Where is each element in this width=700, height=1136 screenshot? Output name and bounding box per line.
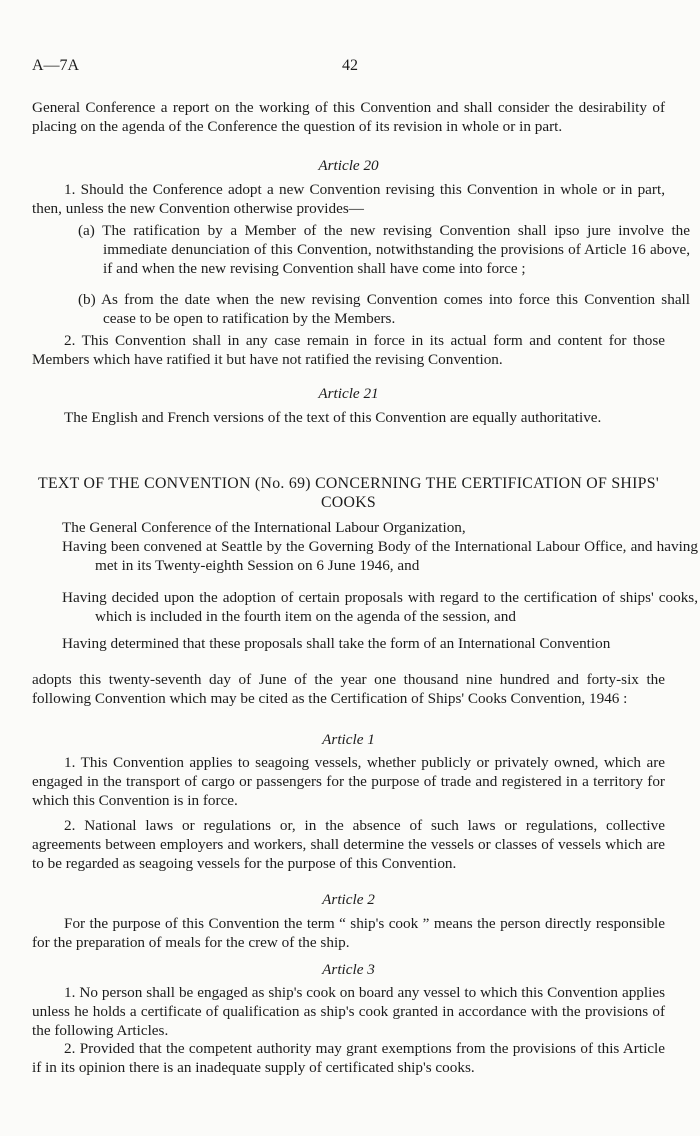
preamble-clause-1: Having been convened at Seattle by the Governing Body of the International Labour Office, and having met in its Twenty-eighth Session on 6 June 1946, and	[62, 538, 698, 575]
article-20-paragraph-2: 2. This Convention shall in any case remain in force in its actual form and content for those Members which have ratified it but have not ratified the revising Convention.	[32, 332, 665, 369]
article-2-paragraph-1: For the purpose of this Convention the term “ ship's cook ” means the person directly responsible for the preparation of meals for the crew of the ship.	[32, 915, 665, 952]
article-20-paragraph-1: 1. Should the Conference adopt a new Convention revising this Convention in whole or in part, then, unless the new Convention otherwise provides—	[32, 181, 665, 218]
document-reference: A—7A	[32, 57, 80, 74]
convention-title: TEXT OF THE CONVENTION (No. 69) CONCERNING THE CERTIFICATION OF SHIPS' COOKS	[38, 475, 659, 512]
article-3-heading: Article 3	[322, 961, 375, 978]
preamble-clause-2: Having decided upon the adoption of certain proposals with regard to the certification of ships' cooks, which is included in the fourth item on the agenda of the session, and	[62, 589, 698, 626]
intro-paragraph: General Conference a report on the working of this Convention and shall consider the desirability of placing on the agenda of the Conference the question of its revision in whole or in part.	[32, 99, 665, 136]
article-20-heading: Article 20	[318, 157, 379, 174]
article-1-heading: Article 1	[322, 731, 375, 748]
article-3-paragraph-2: 2. Provided that the competent authority may grant exemptions from the provisions of this Article if in its opinion there is an inadequate supply of certificated ship's cooks.	[32, 1040, 665, 1077]
article-20-clause-b: (b) As from the date when the new revising Convention comes into force this Convention shall cease to be open to ratification by the Members.	[78, 291, 690, 328]
article-21-heading: Article 21	[318, 385, 379, 402]
article-1-paragraph-2: 2. National laws or regulations or, in the absence of such laws or regulations, collective agreements between employers and workers, shall determine the vessels or classes of vessels which are to be regarded as seagoing vessels for the purpose of this Convention.	[32, 817, 665, 873]
preamble-lead: The General Conference of the International Labour Organization,	[62, 519, 466, 536]
article-1-paragraph-1: 1. This Convention applies to seagoing vessels, whether publicly or privately owned, which are engaged in the transport of cargo or passengers for the purpose of trade and registered in a territory for which this Convention is in force.	[32, 754, 665, 810]
article-2-heading: Article 2	[322, 891, 375, 908]
article-21-paragraph-1: The English and French versions of the text of this Convention are equally authoritative.	[64, 409, 602, 426]
preamble-clause-3: Having determined that these proposals shall take the form of an International Convention	[62, 635, 611, 652]
article-3-paragraph-1: 1. No person shall be engaged as ship's cook on board any vessel to which this Convention applies unless he holds a certificate of qualification as ship's cook granted in accordance with the provisions of the following Articles.	[32, 984, 665, 1040]
adoption-statement: adopts this twenty-seventh day of June of the year one thousand nine hundred and forty-six the following Convention which may be cited as the Certification of Ships' Cooks Convention, 1946 :	[32, 671, 665, 708]
page-header	[32, 56, 668, 80]
page-number: 42	[342, 57, 358, 74]
article-20-clause-a: (a) The ratification by a Member of the new revising Convention shall ipso jure involve the immediate denunciation of this Convention, notwithstanding the provisions of Article 16 above, if and when the new revising Convention shall have come into force ;	[78, 222, 690, 278]
